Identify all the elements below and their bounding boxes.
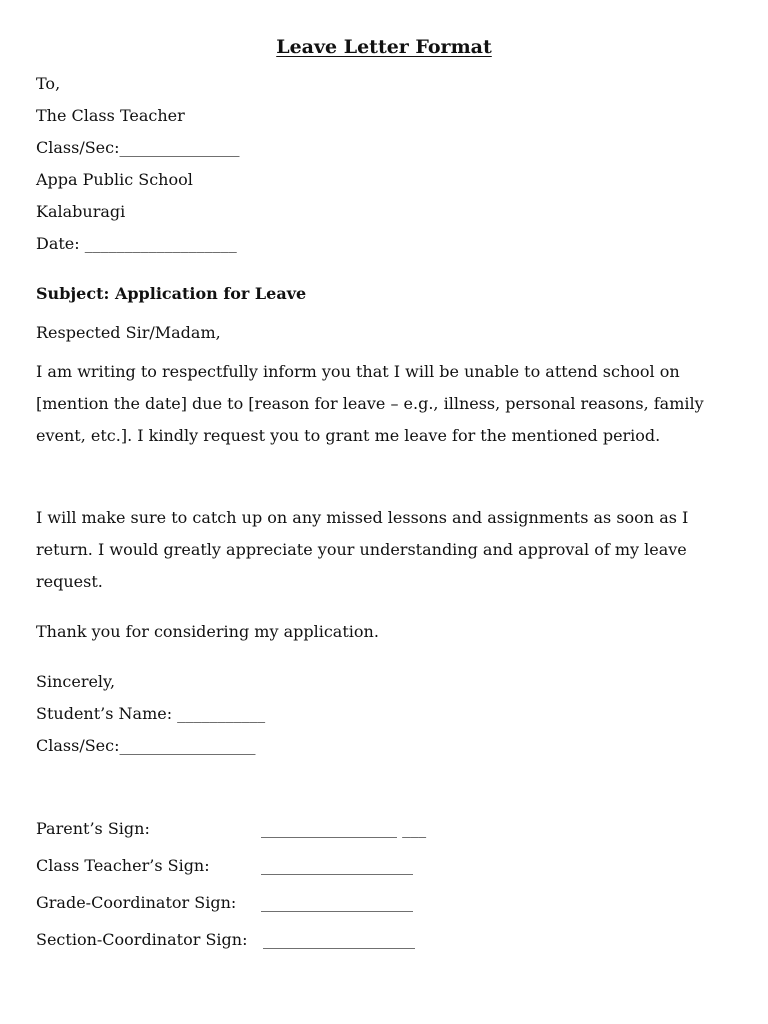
address-school: Appa Public School [36,170,193,189]
closing-student-name: Student’s Name: ___________ [36,704,266,723]
parent-sign-line: _________________ ___ [261,819,427,838]
closing-sincerely: Sincerely, [36,672,116,691]
section-coordinator-sign-label: Section-Coordinator Sign: [36,930,248,949]
body-paragraph-3: Thank you for considering my application. [36,622,379,641]
grade-coordinator-sign-line: ___________________ [261,893,413,912]
address-class-sec: Class/Sec:_______________ [36,138,240,157]
body-paragraph-2: I will make sure to catch up on any missed lessons and assignments as soon as I return. I would greatly appreciate your understanding and approval of my leave request. [36,508,689,591]
body-paragraph-1: I am writing to respectfully inform you that I will be unable to attend school on [mention the date] due to [reason for leave – e.g., illness, personal reasons, family event, etc.]. I kindly request you to grant me leave for the mentioned period. [36,362,704,445]
subject-line: Subject: Application for Leave [36,284,307,303]
grade-coordinator-sign-label: Grade-Coordinator Sign: [36,893,237,912]
address-recipient: The Class Teacher [36,106,185,125]
class-teacher-sign-label: Class Teacher’s Sign: [36,856,210,875]
address-date: Date: ___________________ [36,234,237,253]
document-title: Leave Letter Format [276,36,492,58]
closing-class-sec: Class/Sec:_________________ [36,736,256,755]
salutation: Respected Sir/Madam, [36,323,221,342]
address-to: To, [36,74,61,93]
parent-sign-label: Parent’s Sign: [36,819,150,838]
address-city: Kalaburagi [36,202,126,221]
section-coordinator-sign-line: ___________________ [263,930,415,949]
class-teacher-sign-line: ___________________ [261,856,413,875]
